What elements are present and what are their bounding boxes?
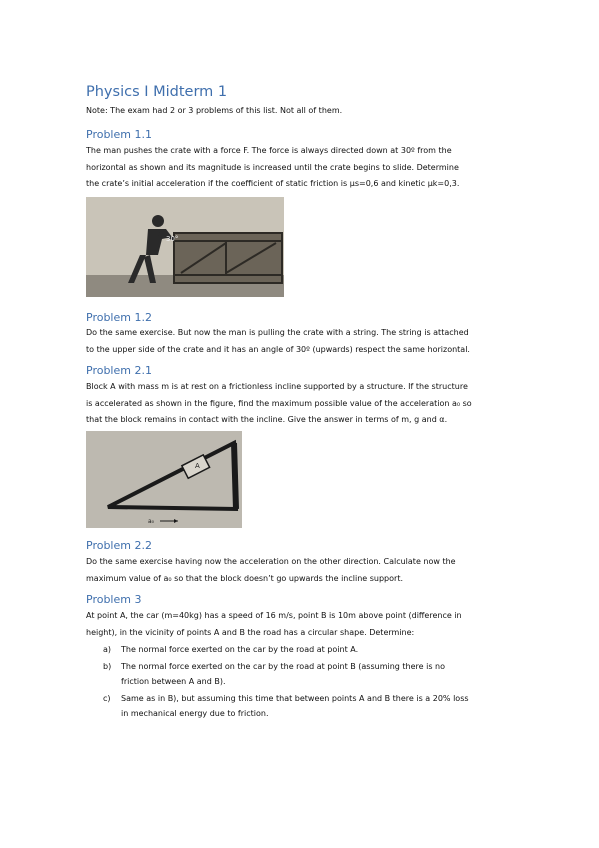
problem-1-1-text [86,143,516,193]
problem-2-2-text [86,554,516,587]
problem-1-1-heading: Problem 1.1 [86,128,152,141]
block-label: A [195,462,200,470]
crate [174,233,282,283]
problem-3-line: height), in the vicinity of points A and B the road has a circular shape. Determine: [86,627,415,637]
problem-2-1-line: is accelerated as shown in the figure, find the maximum possible value of the acceleration a₀ so [86,398,472,408]
list-item-text: in mechanical energy due to friction. [121,709,269,719]
list-marker: a) [103,645,112,654]
problem-1-2-line: to the upper side of the crate and it has an angle of 30º (upwards) respect the same horizontal. [86,344,470,354]
exam-note: Note: The exam had 2 or 3 problems of this list. Not all of them. [86,106,343,115]
list-item [86,642,516,658]
acceleration-label: a₀ [148,518,155,525]
crate-push-figure [86,197,284,297]
list-item [86,691,516,722]
problem-1-2-line: Do the same exercise. But now the man is pulling the crate with a string. The string is attached [86,328,469,337]
problem-3-text [86,608,516,641]
angle-label: 30° [166,235,179,243]
problem-2-2-line: Do the same exercise having now the acceleration on the other direction. Calculate now the [86,557,456,566]
problem-2-1-text [86,379,516,429]
problem-1-1-line: The man pushes the crate with a force F. The force is always directed down at 30º from the [86,146,452,155]
problem-2-1-heading: Problem 2.1 [86,364,152,377]
list-item-text: friction between A and B). [121,677,226,687]
problem-2-2-heading: Problem 2.2 [86,539,152,552]
problem-2-1-line: Block A with mass m is at rest on a frictionless incline supported by a structure. If the structure [86,382,468,391]
problem-1-1-line: the crate’s initial acceleration if the coefficient of static friction is μs=0,6 and kinetic μk=0,3. [86,179,460,188]
problem-3-line: At point A, the car (m=40kg) has a speed of 16 m/s, point B is 10m above point (difference in [86,611,462,620]
page-title: Physics I Midterm 1 [86,84,228,100]
problem-1-2-text [86,325,516,358]
list-item-text: The normal force exerted on the car by the road at point A. [121,645,359,654]
problem-3-list [86,642,516,722]
list-item-text: Same as in B), but assuming this time that between points A and B there is a 20% loss [121,693,469,703]
problem-2-2-line: maximum value of a₀ so that the block doesn’t go upwards the incline support. [86,573,403,583]
list-marker: c) [103,693,111,703]
list-item [86,659,516,690]
problem-1-2-heading: Problem 1.2 [86,311,152,324]
problem-3-heading: Problem 3 [86,593,142,606]
incline-figure [86,431,242,528]
problem-1-1-line: horizontal as shown and its magnitude is increased until the crate begins to slide. Determine [86,162,459,172]
problem-2-1-line: that the block remains in contact with the incline. Give the answer in terms of m, g and α. [86,415,448,424]
list-item-text: The normal force exerted on the car by the road at point B (assuming there is no [121,661,446,671]
list-marker: b) [103,661,112,671]
